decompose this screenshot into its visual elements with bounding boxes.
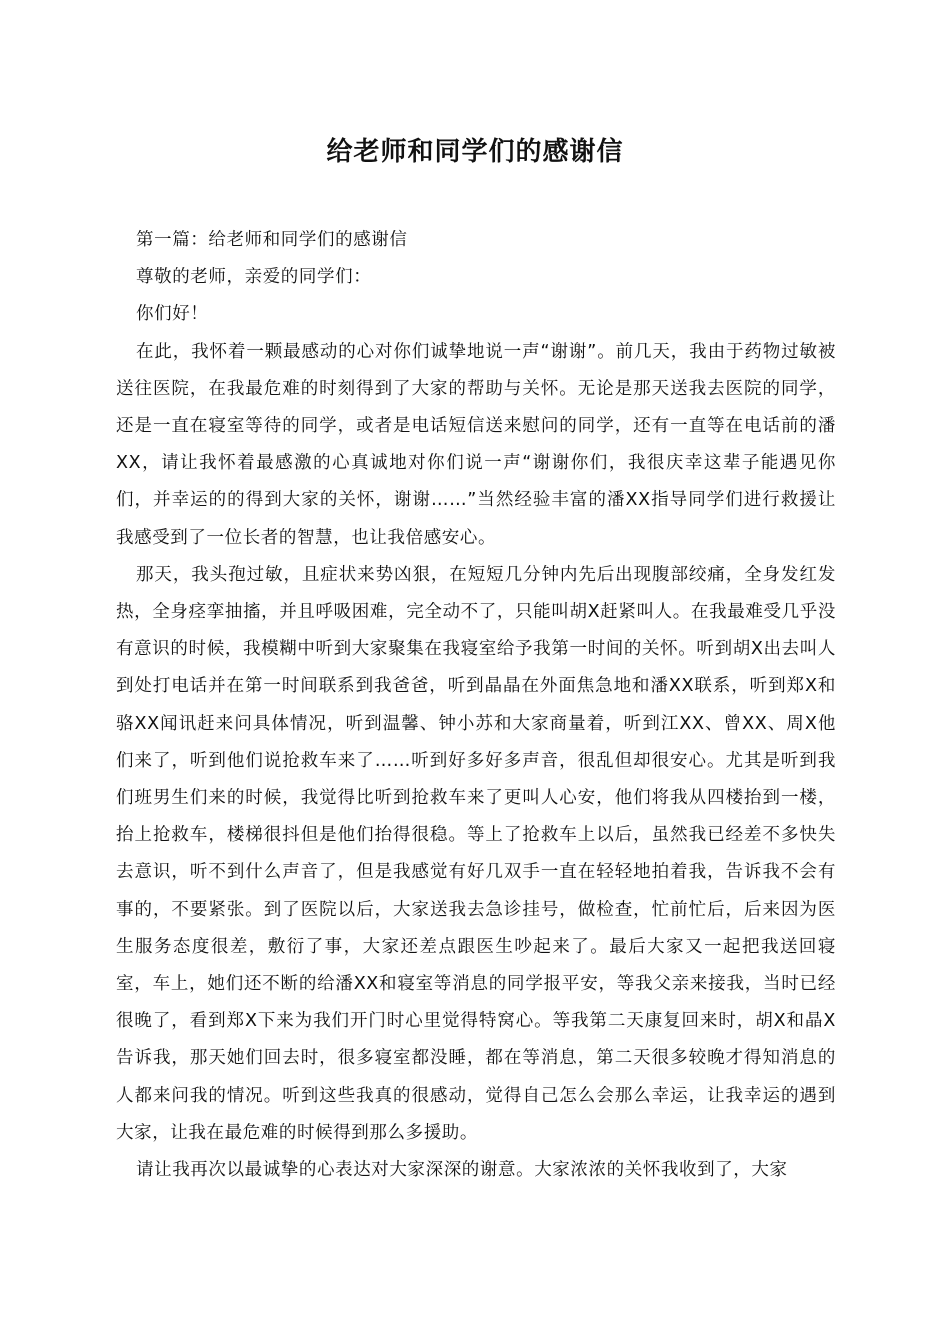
salutation: 尊敬的老师，亲爱的同学们： <box>136 267 372 288</box>
document-title: 给老师和同学们的感谢信 <box>326 137 624 167</box>
body-paragraph: 在此，我怀着一颗最感动的心对你们诚挚地说一声“谢谢”。前几天，我由于药物过敏被送往医院，在我最危难的时刻得到了大家的帮助与关怀。无论是那天送我去医院的同学，还是一直在寝室等待的同学，或者是电话短信送来慰问的同学，还有一直等在电话前的潘XX，请让我怀着最感激的心真诚地对你们说一声“谢谢你们，我很庆幸这辈子能遇见你们，并幸运的的得到大家的关怀，谢谢……”当然经验丰富的潘XX指导同学们进行救援让我感受到了一位长者的智慧，也让我倍感安心。 <box>116 341 836 548</box>
greeting: 你们好！ <box>136 304 209 325</box>
body-paragraph: 请让我再次以最诚挚的心表达对大家深深的谢意。大家浓浓的关怀我收到了，大家 <box>136 1160 788 1181</box>
document-body <box>116 222 836 1189</box>
body-paragraph: 那天，我头孢过敏，且症状来势凶狠，在短短几分钟内先后出现腹部绞痛，全身发红发热，全身痉挛抽搐，并且呼吸困难，完全动不了，只能叫胡X赶紧叫人。在我最难受几乎没有意识的时候，我模糊中听到大家聚集在我寝室给予我第一时间的关怀。听到胡X出去叫人到处打电话并在第一时间联系到我爸爸，听到晶晶在外面焦急地和潘XX联系，听到郑X和骆XX闻讯赶来问具体情况，听到温馨、钟小苏和大家商量着，听到江XX、曾XX、周X他们来了，听到他们说抢救车来了……听到好多好多声音，很乱但却很安心。尤其是听到我们班男生们来的时候，我觉得比听到抢救车来了更叫人心安，他们将我从四楼抬到一楼，抬上抢救车，楼梯很抖但是他们抬得很稳。等上了抢救车上以后，虽然我已经差不多快失去意识，听不到什么声音了，但是我感觉有好几双手一直在轻轻地拍着我，告诉我不会有事的，不要紧张。到了医院以后，大家送我去急诊挂号，做检查，忙前忙后，后来因为医生服务态度很差，敷衍了事，大家还差点跟医生吵起来了。最后大家又一起把我送回寝室，车上，她们还不断的给潘XX和寝室等消息的同学报平安，等我父亲来接我，当时已经很晚了，看到郑X下来为我们开门时心里觉得特窝心。等我第二天康复回来时，胡X和晶X告诉我，那天她们回去时，很多寝室都没睡，都在等消息，第二天很多较晚才得知消息的人都来问我的情况。听到这些我真的很感动，觉得自己怎么会那么幸运，让我幸运的遇到大家，让我在最危难的时候得到那么多援助。 <box>116 564 836 1143</box>
section-heading: 第一篇：给老师和同学们的感谢信 <box>136 230 408 250</box>
